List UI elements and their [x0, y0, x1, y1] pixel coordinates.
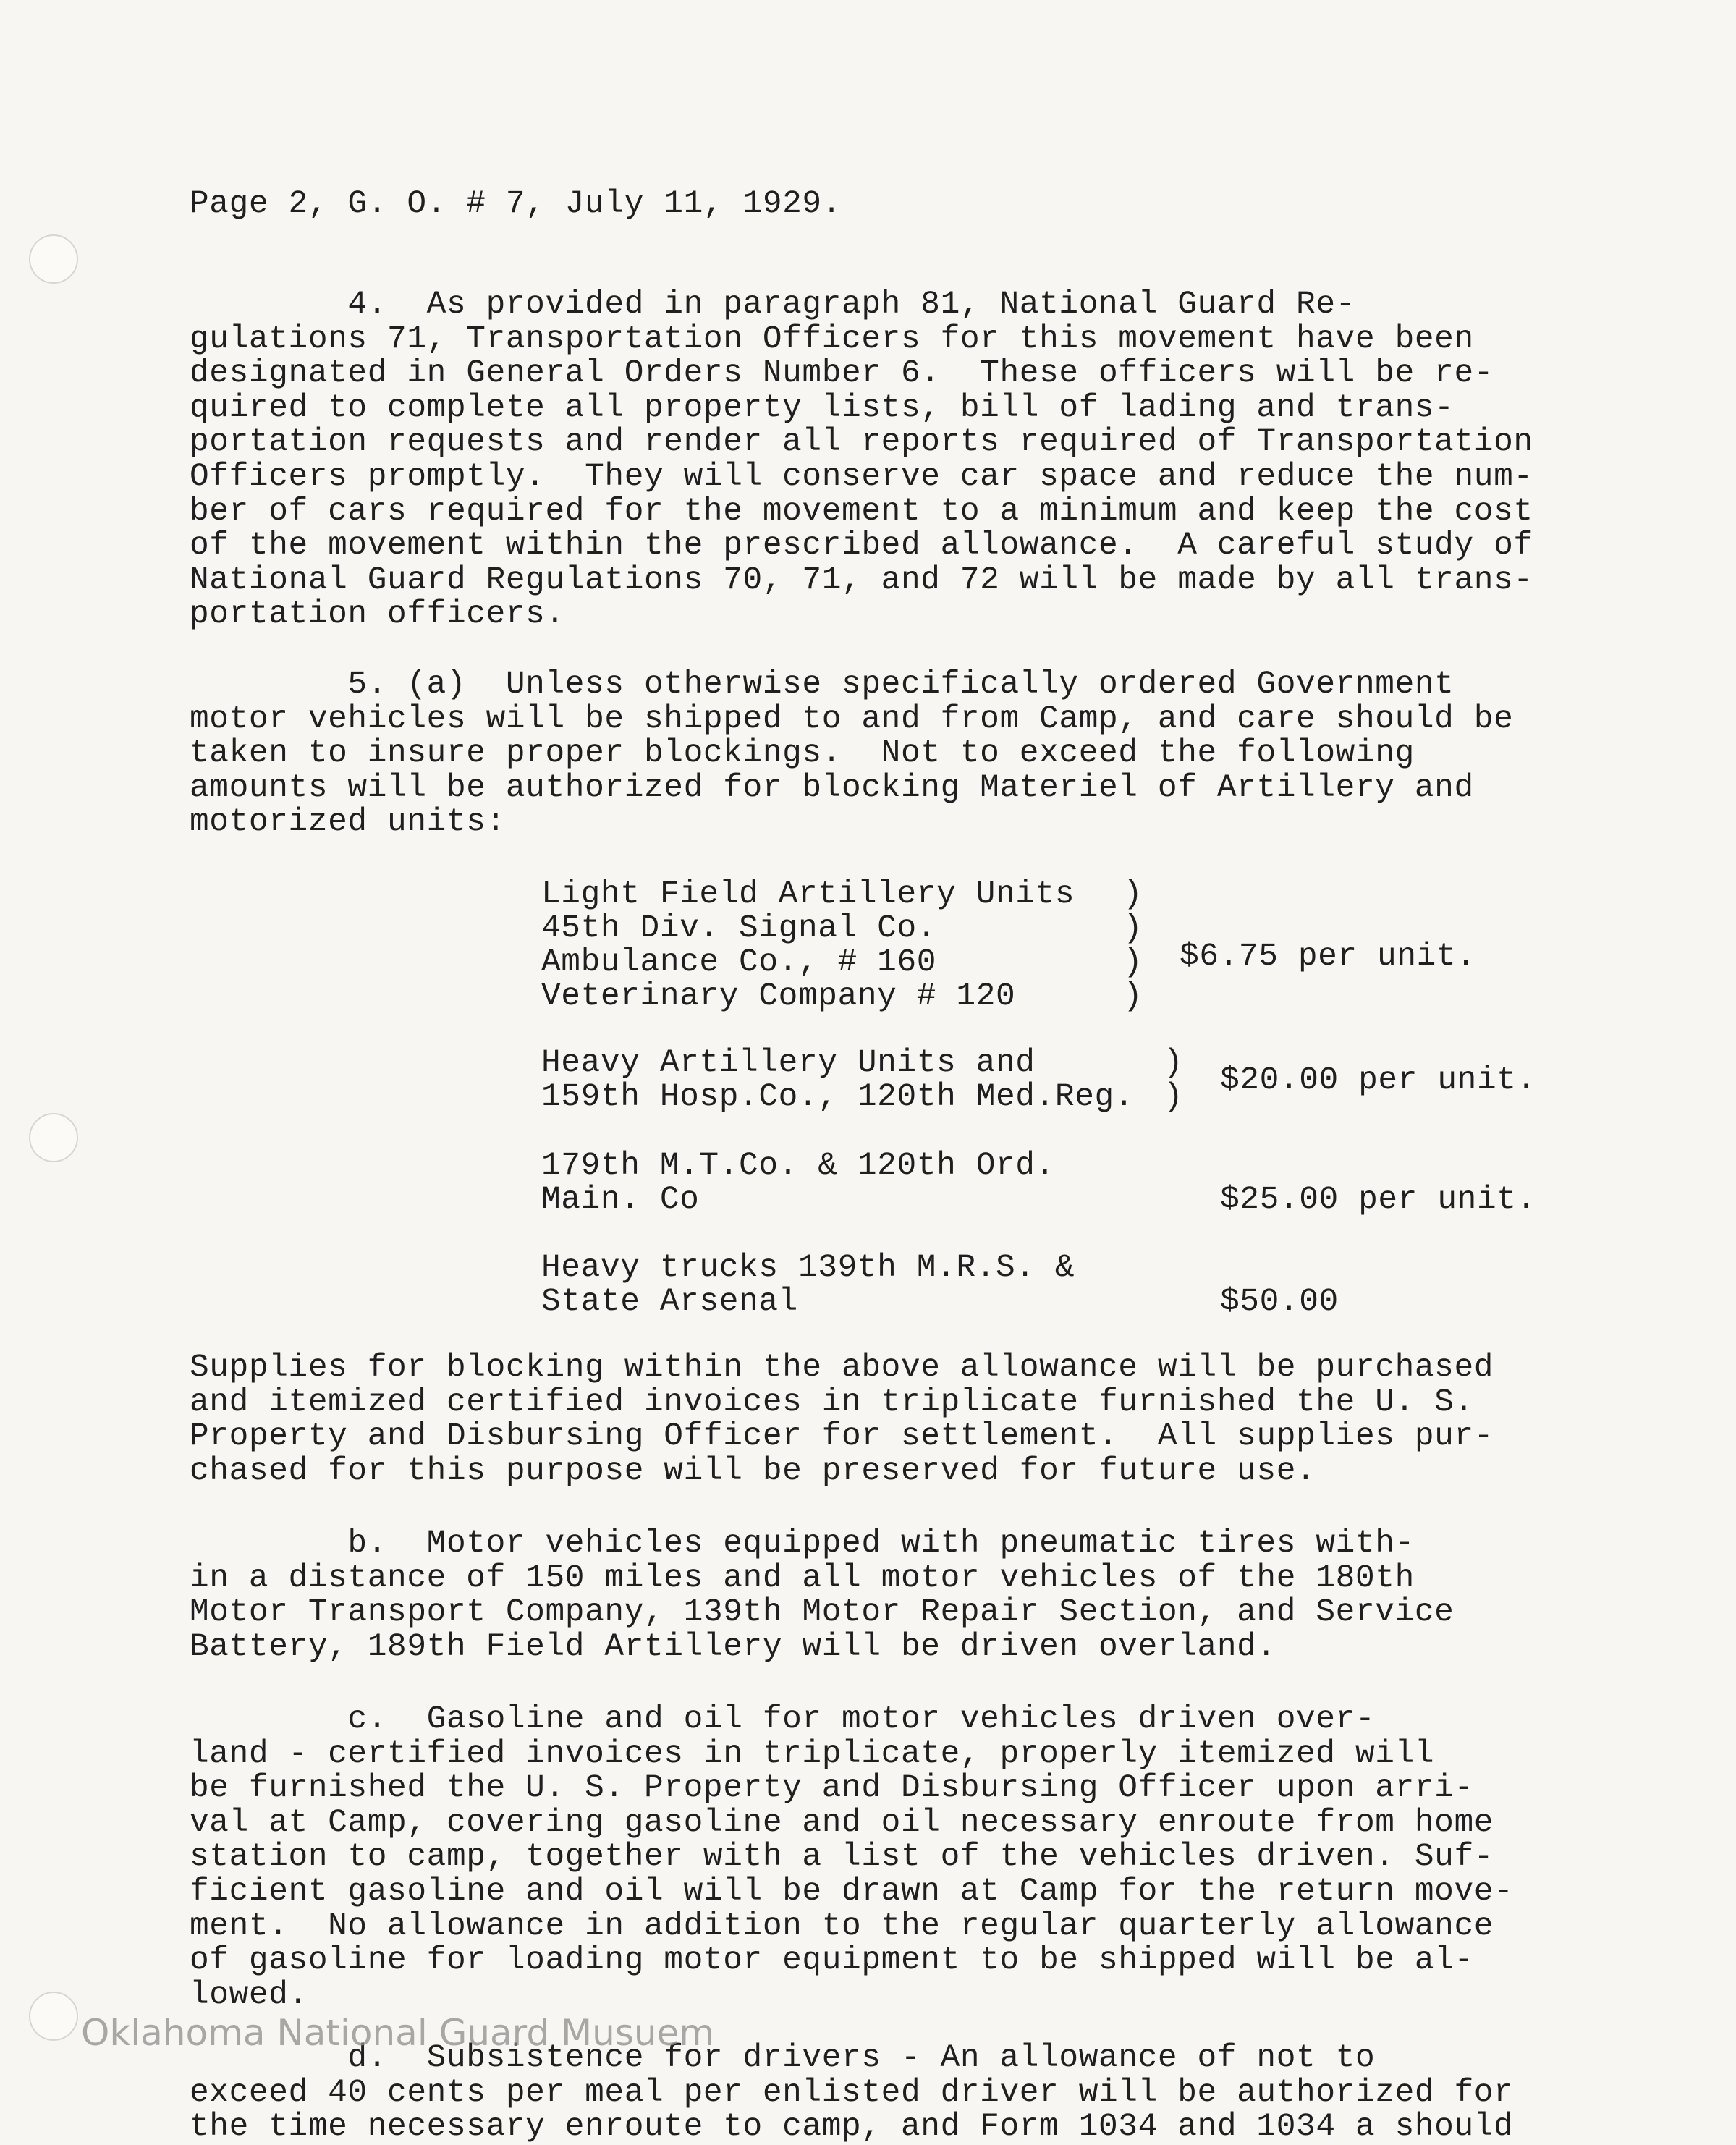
- text-line: portation requests and render all reports required of Transportation: [190, 424, 1533, 461]
- unit-line: Main. Co: [541, 1182, 700, 1218]
- text-line: Supplies for blocking within the above allowance will be purchased: [190, 1350, 1494, 1386]
- bracket: ): [1164, 1079, 1184, 1115]
- unit-line: 159th Hosp.Co., 120th Med.Reg.: [541, 1079, 1135, 1115]
- text-line: land - certified invoices in triplicate, properly itemized will: [190, 1735, 1435, 1772]
- text-line: motorized units:: [190, 804, 506, 841]
- rate: $20.00 per unit.: [1220, 1062, 1536, 1099]
- punch-hole: [29, 1992, 78, 2041]
- text-line: ment. No allowance in addition to the regular quarterly allowance: [190, 1908, 1494, 1945]
- text-line: d. Subsistence for drivers - An allowance of not to: [190, 2040, 1376, 2076]
- bracket: ): [1164, 1045, 1184, 1081]
- text-line: designated in General Orders Number 6. These officers will be re-: [190, 355, 1494, 392]
- text-line: lowed.: [190, 1976, 308, 2013]
- text-line: in a distance of 150 miles and all motor vehicles of the 180th: [190, 1560, 1415, 1596]
- unit-line: 45th Div. Signal Co.: [541, 910, 937, 947]
- text-line: station to camp, together with a list of the vehicles driven. Suf-: [190, 1839, 1494, 1876]
- text-line: amounts will be authorized for blocking Materiel of Artillery and: [190, 769, 1474, 806]
- rate: $50.00: [1220, 1284, 1339, 1320]
- text-line: Property and Disbursing Officer for settlement. All supplies pur-: [190, 1418, 1494, 1455]
- unit-line: 179th M.T.Co. & 120th Ord.: [541, 1148, 1055, 1184]
- unit-line: Heavy trucks 139th M.R.S. &: [541, 1250, 1075, 1286]
- text-line: val at Camp, covering gasoline and oil necessary enroute from home: [190, 1804, 1494, 1841]
- text-line: and itemized certified invoices in triplicate furnished the U. S.: [190, 1384, 1474, 1421]
- bracket: ): [1123, 910, 1143, 947]
- text-line: c. Gasoline and oil for motor vehicles driven over-: [190, 1701, 1376, 1738]
- punch-hole: [29, 1113, 78, 1162]
- text-line: portation officers.: [190, 596, 565, 633]
- rate: $6.75 per unit.: [1180, 939, 1476, 975]
- punch-hole: [29, 234, 78, 284]
- text-line: exceed 40 cents per meal per enlisted driver will be authorized for: [190, 2074, 1514, 2111]
- text-line: the time necessary enroute to camp, and Form 1034 and 1034 a should: [190, 2109, 1514, 2145]
- unit-line: State Arsenal: [541, 1284, 798, 1320]
- bracket: ): [1123, 978, 1143, 1015]
- text-line: taken to insure proper blockings. Not to exceed the following: [190, 735, 1415, 772]
- text-line: 4. As provided in paragraph 81, National Guard Re-: [190, 287, 1355, 323]
- text-line: of the movement within the prescribed allowance. A careful study of: [190, 528, 1533, 564]
- text-line: of gasoline for loading motor equipment to be shipped will be al-: [190, 1942, 1474, 1979]
- text-line: Battery, 189th Field Artillery will be driven overland.: [190, 1628, 1276, 1665]
- unit-line: Heavy Artillery Units and: [541, 1045, 1036, 1081]
- text-line: motor vehicles will be shipped to and from Camp, and care should be: [190, 701, 1514, 737]
- text-line: Officers promptly. They will conserve car space and reduce the num-: [190, 459, 1533, 495]
- text-line: ficient gasoline and oil will be drawn at Camp for the return move-: [190, 1874, 1514, 1910]
- watermark: Oklahoma National Guard Musuem: [81, 2012, 715, 2054]
- rate: $25.00 per unit.: [1220, 1182, 1536, 1218]
- page-header: Page 2, G. O. # 7, July 11, 1929.: [190, 186, 842, 222]
- text-line: b. Motor vehicles equipped with pneumatic tires with-: [190, 1526, 1415, 1562]
- text-line: National Guard Regulations 70, 71, and 72 will be made by all trans-: [190, 562, 1533, 598]
- text-line: quired to complete all property lists, bill of lading and trans-: [190, 389, 1455, 426]
- unit-line: Light Field Artillery Units: [541, 876, 1075, 913]
- text-line: be furnished the U. S. Property and Disbursing Officer upon arri-: [190, 1770, 1474, 1807]
- text-line: ber of cars required for the movement to a minimum and keep the cost: [190, 493, 1533, 530]
- text-line: 5. (a) Unless otherwise specifically ordered Government: [190, 667, 1455, 703]
- text-line: gulations 71, Transportation Officers for this movement have been: [190, 321, 1474, 358]
- unit-line: Ambulance Co., # 160: [541, 944, 937, 981]
- unit-line: Veterinary Company # 120: [541, 978, 1016, 1015]
- bracket: ): [1123, 944, 1143, 981]
- text-line: chased for this purpose will be preserved for future use.: [190, 1452, 1316, 1489]
- text-line: Motor Transport Company, 139th Motor Repair Section, and Service: [190, 1594, 1455, 1631]
- bracket: ): [1123, 876, 1143, 913]
